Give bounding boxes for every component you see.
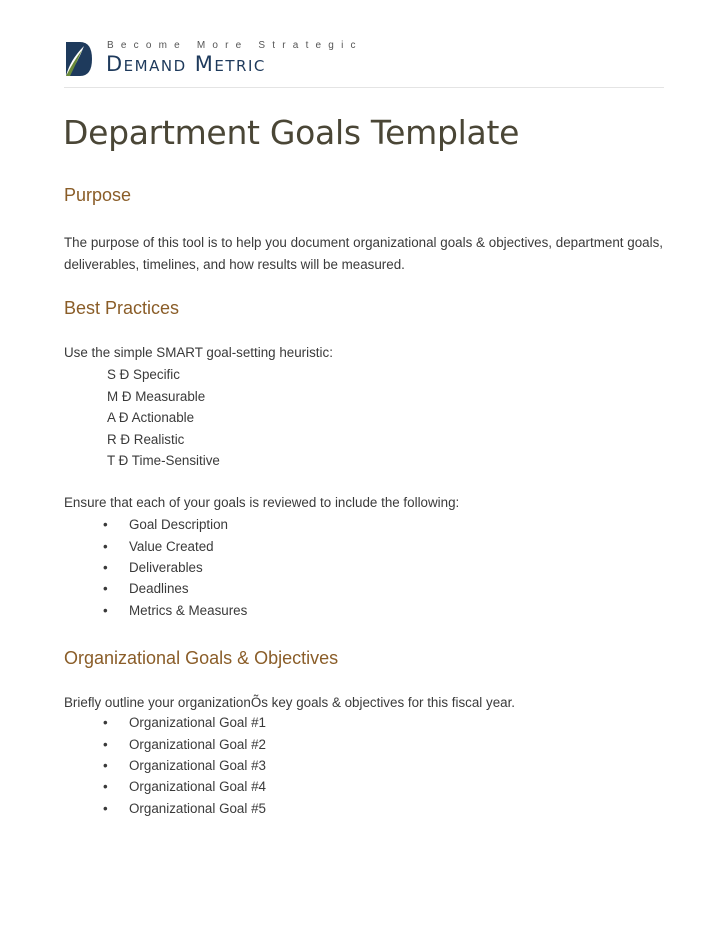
list-item: Value Created (129, 539, 214, 554)
list-item: Organizational Goal #5 (129, 801, 266, 816)
bullet-icon: • (103, 758, 108, 773)
header-divider (64, 87, 664, 88)
list-item: Goal Description (129, 517, 228, 532)
list-item: Organizational Goal #3 (129, 758, 266, 773)
demand-metric-logo-icon (64, 40, 94, 78)
smart-item: A Ð Actionable (107, 410, 195, 425)
page-title: Department Goals Template (63, 113, 520, 152)
list-item: Deadlines (129, 581, 189, 596)
list-item: Deliverables (129, 560, 203, 575)
smart-item: M Ð Measurable (107, 389, 206, 404)
bullet-icon: • (103, 737, 108, 752)
ensure-intro: Ensure that each of your goals is reviewed to include the following: (64, 495, 460, 510)
list-item: Organizational Goal #4 (129, 779, 266, 794)
brand-name: Demand Metric (106, 52, 266, 76)
bullet-icon: • (103, 560, 108, 575)
best-practices-heading: Best Practices (64, 298, 180, 318)
smart-item: R Ð Realistic (107, 432, 185, 447)
org-goals-heading: Organizational Goals & Objectives (64, 648, 339, 668)
bullet-icon: • (103, 715, 108, 730)
purpose-text: The purpose of this tool is to help you document organizational goals & objectives, department goals, deliverables, timelines, and how results will be measured. (64, 235, 663, 272)
bullet-icon: • (103, 517, 108, 532)
demand-metric-logo (64, 38, 104, 78)
bullet-icon: • (103, 603, 108, 618)
tagline: Become More Strategic (107, 40, 363, 51)
smart-item: T Ð Time-Sensitive (107, 453, 220, 468)
bullet-icon: • (103, 581, 108, 596)
org-goals-intro: Briefly outline your organizationÕs key goals & objectives for this fiscal year. (64, 695, 516, 710)
purpose-heading: Purpose (64, 185, 132, 205)
list-item: Organizational Goal #1 (129, 715, 266, 730)
list-item: Organizational Goal #2 (129, 737, 266, 752)
smart-intro: Use the simple SMART goal-setting heuristic: (64, 345, 333, 360)
bullet-icon: • (103, 801, 108, 816)
list-item: Metrics & Measures (129, 603, 248, 618)
bullet-icon: • (103, 779, 108, 794)
smart-item: S Ð Specific (107, 367, 180, 382)
bullet-icon: • (103, 539, 108, 554)
